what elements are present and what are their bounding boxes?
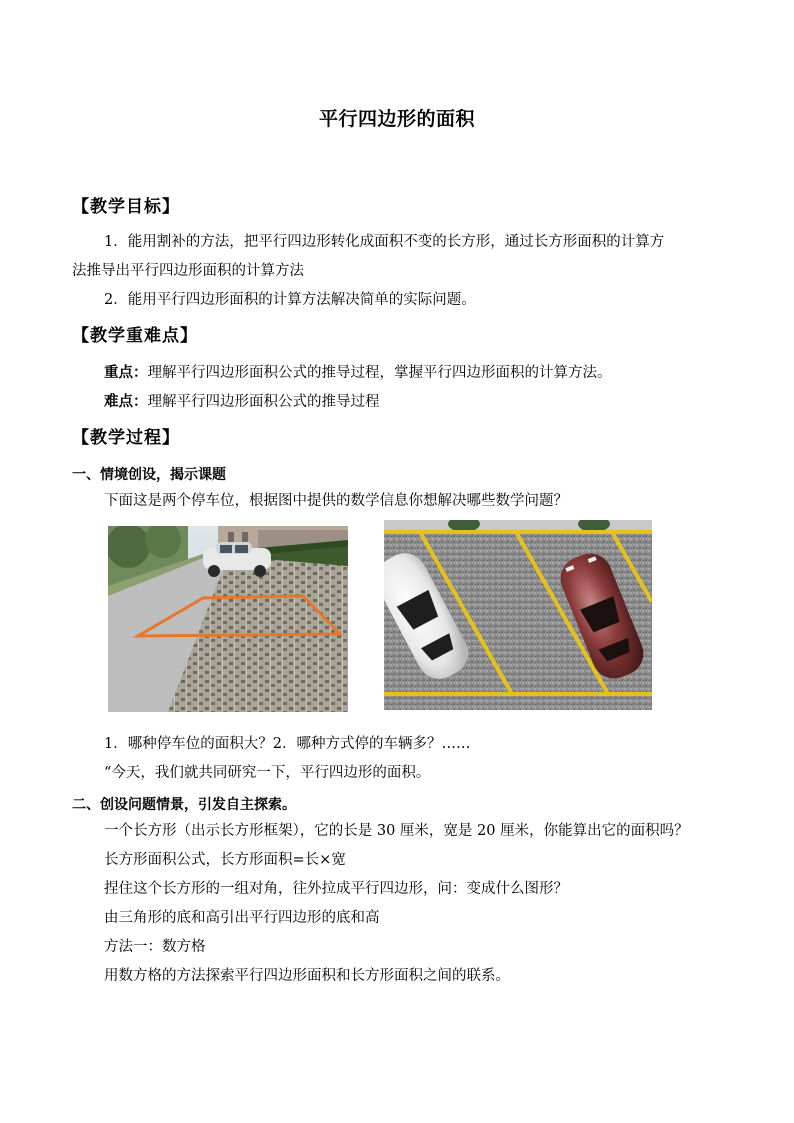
goal-2: 2．能用平行四边形面积的计算方法解决简单的实际问题。 bbox=[104, 292, 476, 308]
key-label: 重点： bbox=[104, 364, 148, 381]
goal-1-line1: 1．能用割补的方法，把平行四边形转化成面积不变的长方形，通过长方形面积的计算方 bbox=[104, 234, 665, 250]
part2-line5: 方法一：数方格 bbox=[104, 939, 206, 955]
part2-line2: 长方形面积公式，长方形面积=长×宽 bbox=[104, 852, 346, 868]
part1-quote: “今天，我们就共同研究一下，平行四边形的面积。 bbox=[104, 765, 431, 781]
diff-text: 理解平行四边形面积公式的推导过程 bbox=[147, 394, 380, 410]
keys-heading: 【教学重难点】 bbox=[72, 326, 198, 346]
parking-lot-photo-icon bbox=[108, 526, 348, 712]
part2-heading: 二、创设问题情景，引发自主探索。 bbox=[72, 797, 296, 813]
part2-line1: 一个长方形（出示长方形框架），它的长是 30 厘米，宽是 20 厘米，你能算出它的面积吗？ bbox=[104, 823, 689, 839]
parallelogram-parking-diagram bbox=[384, 520, 652, 710]
parking-lot-photo bbox=[108, 526, 348, 712]
process-heading: 【教学过程】 bbox=[72, 428, 180, 448]
diff-label: 难点： bbox=[104, 393, 148, 410]
goal-1-line2: 法推导出平行四边形面积的计算方法 bbox=[72, 263, 304, 279]
part2-line3: 捏住这个长方形的一组对角，往外拉成平行四边形，问：变成什么图形？ bbox=[104, 881, 568, 897]
parallelogram-parking-diagram-icon bbox=[384, 520, 652, 710]
page-title: 平行四边形的面积 bbox=[318, 108, 475, 130]
key-text: 理解平行四边形面积公式的推导过程，掌握平行四边形面积的计算方法。 bbox=[147, 365, 612, 381]
part2-line6: 用数方格的方法探索平行四边形面积和长方形面积之间的联系。 bbox=[104, 968, 510, 984]
difficult-point bbox=[104, 387, 380, 417]
part1-intro: 下面这是两个停车位，根据图中提供的数学信息你想解决哪些数学问题？ bbox=[104, 493, 568, 509]
part2-line4: 由三角形的底和高引出平行四边形的底和高 bbox=[104, 910, 380, 926]
key-point bbox=[104, 358, 612, 388]
part1-heading: 一、情境创设，揭示课题 bbox=[72, 467, 226, 483]
goals-heading: 【教学目标】 bbox=[72, 197, 180, 217]
part1-questions: 1．哪种停车位的面积大？2．哪种方式停的车辆多？…… bbox=[104, 736, 471, 752]
